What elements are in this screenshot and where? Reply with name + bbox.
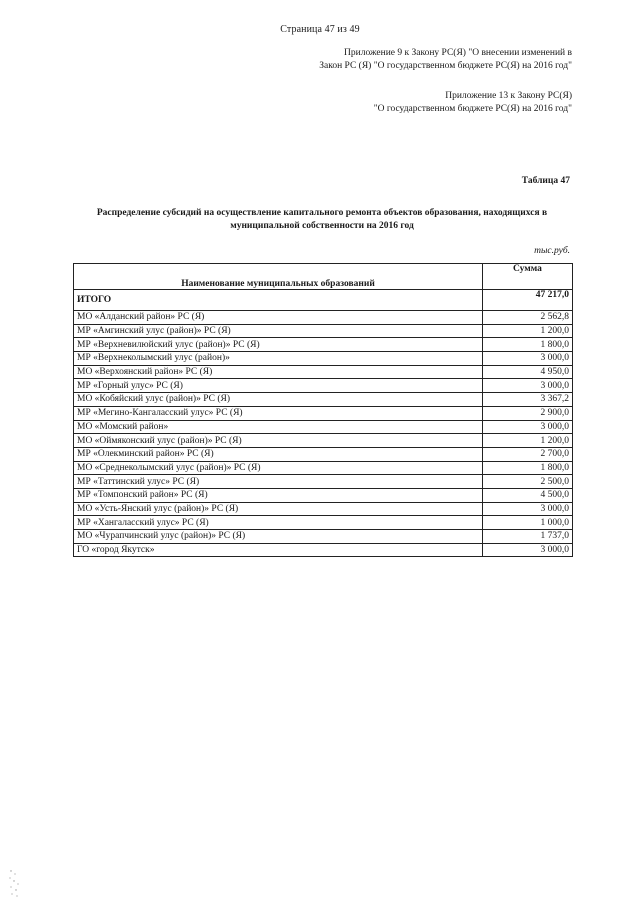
table-row (74, 379, 573, 393)
municipality-name: МР «Горный улус» РС (Я) (74, 379, 483, 393)
annex-2-line-2: "О государственном бюджете РС(Я) на 2016 год" (373, 104, 572, 114)
column-header-sum: Сумма (483, 264, 573, 290)
annex-1-line-2: Закон РС (Я) "О государственном бюджете РС(Я) на 2016 год" (319, 61, 572, 71)
table-row (74, 461, 573, 475)
municipality-name: МО «Момский район» (74, 420, 483, 434)
title-line-1: Распределение субсидий на осуществление капитального ремонта объектов образования, находящихся в (96, 208, 548, 218)
municipality-name: МО «Верхоянский район» РС (Я) (74, 365, 483, 379)
units-label: тыс.руб. (534, 246, 570, 256)
table-row (74, 488, 573, 502)
table-row (74, 447, 573, 461)
document-title (72, 207, 572, 233)
total-label: ИТОГО (74, 290, 483, 311)
subsidy-amount: 1 737,0 (483, 530, 573, 544)
municipality-name: МО «Усть-Янский улус (район)» РС (Я) (74, 502, 483, 516)
annex-2-line-1: Приложение 13 к Закону РС(Я) (445, 91, 572, 101)
subsidy-amount: 2 562,8 (483, 311, 573, 325)
municipality-name: МО «Алданский район» РС (Я) (74, 311, 483, 325)
total-sum: 47 217,0 (483, 290, 573, 311)
table-row (74, 338, 573, 352)
subsidy-amount: 3 367,2 (483, 393, 573, 407)
municipality-name: МР «Таттинский улус» РС (Я) (74, 475, 483, 489)
subsidy-amount: 2 700,0 (483, 447, 573, 461)
subsidy-amount: 3 000,0 (483, 379, 573, 393)
table-row (74, 406, 573, 420)
municipality-name: МР «Томпонский район» РС (Я) (74, 488, 483, 502)
subsidy-amount: 2 900,0 (483, 406, 573, 420)
subsidy-amount: 3 000,0 (483, 543, 573, 557)
table-number: Таблица 47 (521, 176, 570, 186)
column-header-name: Наименование муниципальных образований (74, 264, 483, 290)
table-row (74, 420, 573, 434)
annex-1-line-1: Приложение 9 к Закону РС(Я) "О внесении изменений в (344, 48, 572, 58)
municipality-name: МР «Мегино-Кангаласский улус» РС (Я) (74, 406, 483, 420)
table-row (74, 311, 573, 325)
title-line-2: муниципальной собственности на 2016 год (230, 221, 414, 231)
municipality-name: МО «Среднеколымский улус (район)» РС (Я) (74, 461, 483, 475)
total-row (74, 290, 573, 311)
municipality-name: МО «Кобяйский улус (район)» РС (Я) (74, 393, 483, 407)
subsidy-amount: 1 000,0 (483, 516, 573, 530)
municipality-name: ГО «город Якутск» (74, 543, 483, 557)
subsidy-amount: 3 000,0 (483, 352, 573, 366)
subsidy-amount: 1 800,0 (483, 461, 573, 475)
municipality-name: МР «Верхнеколымский улус (район)» (74, 352, 483, 366)
annex-reference-2 (374, 90, 572, 116)
table-header-row (74, 264, 573, 290)
municipality-name: МО «Чурапчинский улус (район)» РС (Я) (74, 530, 483, 544)
subsidy-amount: 3 000,0 (483, 502, 573, 516)
table-row (74, 530, 573, 544)
municipality-name: МР «Амгинский улус (район)» РС (Я) (74, 324, 483, 338)
table-row (74, 543, 573, 557)
subsidy-amount: 4 950,0 (483, 365, 573, 379)
subsidy-amount: 2 500,0 (483, 475, 573, 489)
table-row (74, 516, 573, 530)
municipality-name: МР «Верхневилюйский улус (район)» РС (Я) (74, 338, 483, 352)
subsidy-amount: 1 800,0 (483, 338, 573, 352)
subsidy-amount: 4 500,0 (483, 488, 573, 502)
page-number-header: Страница 47 из 49 (280, 24, 360, 35)
table-row (74, 502, 573, 516)
table-row (74, 434, 573, 448)
municipality-name: МР «Олекминский район» РС (Я) (74, 447, 483, 461)
annex-reference-1 (319, 47, 572, 73)
table-row (74, 352, 573, 366)
municipality-name: МО «Оймяконский улус (район)» РС (Я) (74, 434, 483, 448)
table-row (74, 393, 573, 407)
table-row (74, 365, 573, 379)
table-row (74, 475, 573, 489)
table-row (74, 324, 573, 338)
municipality-name: МР «Хангаласский улус» РС (Я) (74, 516, 483, 530)
subsidy-table (73, 263, 573, 557)
subsidy-amount: 3 000,0 (483, 420, 573, 434)
subsidy-amount: 1 200,0 (483, 324, 573, 338)
scan-margin-marks (8, 868, 22, 898)
subsidy-amount: 1 200,0 (483, 434, 573, 448)
